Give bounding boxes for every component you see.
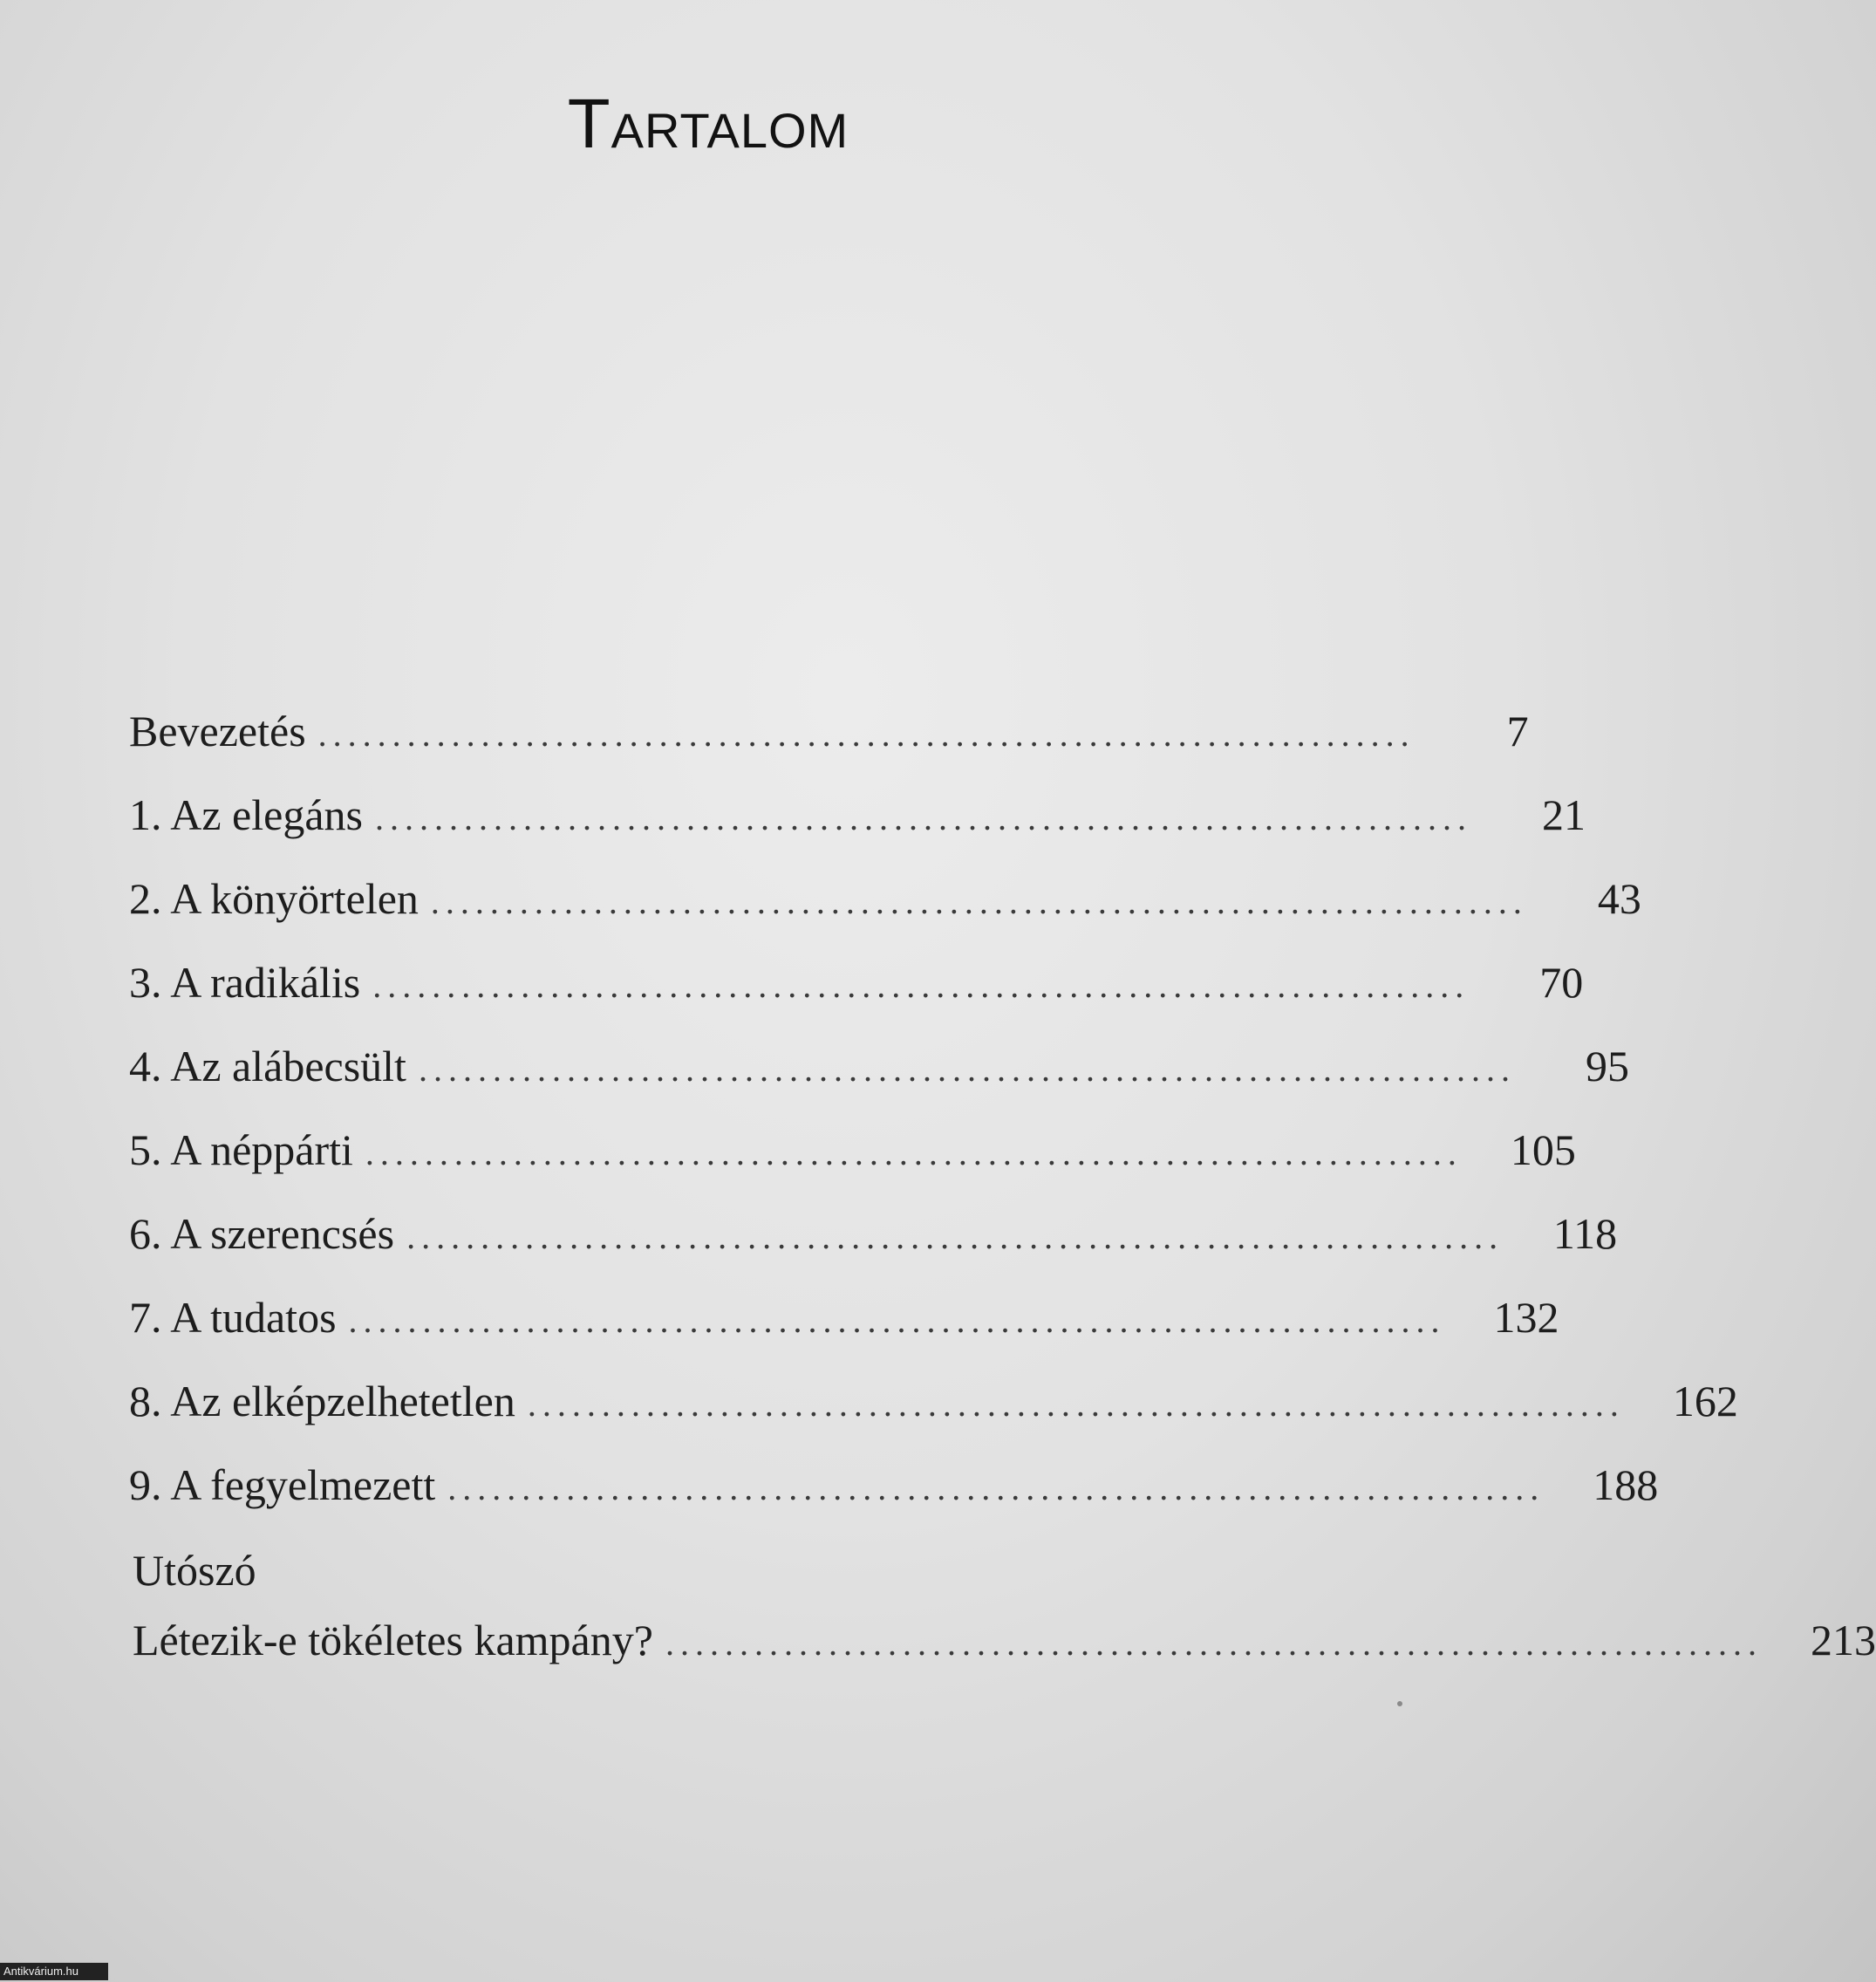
toc-entry-page-number: 118 <box>1552 1209 1618 1258</box>
toc-entry-label: 1. Az elegáns <box>129 790 363 839</box>
toc-entry-chapter-5 <box>129 1108 1576 1192</box>
toc-entry-chapter-6 <box>129 1192 1618 1275</box>
toc-entry-chapter-1 <box>129 773 1586 857</box>
toc-entry-page-number: 162 <box>1672 1377 1738 1425</box>
dot-leader: .......................................................................... <box>317 714 1416 754</box>
dot-leader: .......................................................................... <box>527 1384 1625 1424</box>
toc-entry-introduction <box>129 689 1529 773</box>
toc-entry-page-number: 188 <box>1593 1460 1659 1509</box>
toc-entry-page-number: 43 <box>1597 874 1641 923</box>
toc-entry-label: 2. A könyörtelen <box>129 874 419 923</box>
toc-entry-label: 8. Az elképzelhetetlen <box>129 1377 515 1425</box>
toc-entry-page-number: 95 <box>1585 1042 1629 1090</box>
dot-leader: .......................................................................... <box>430 882 1528 921</box>
toc-entry-chapter-7 <box>129 1275 1559 1359</box>
dot-leader: .......................................................................... <box>365 1133 1463 1172</box>
toc-entry-label: 5. A néppárti <box>129 1125 353 1174</box>
toc-entry-chapter-2 <box>129 857 1641 940</box>
toc-entry-afterword <box>129 1598 1876 1682</box>
page-title: Tartalom <box>567 85 849 162</box>
dot-leader: .......................................................................... <box>665 1623 1763 1663</box>
paper-speck <box>1397 1701 1402 1706</box>
toc-entry-label: 4. Az alábecsült <box>129 1042 406 1090</box>
toc-entry-chapter-3 <box>129 940 1584 1024</box>
toc-entry-page-number: 70 <box>1539 958 1584 1007</box>
table-of-contents <box>129 689 1876 1682</box>
dot-leader: .......................................................................... <box>374 798 1472 837</box>
dot-leader: .......................................................................... <box>348 1301 1446 1340</box>
toc-entry-label: 9. A fegyelmezett <box>129 1460 436 1509</box>
toc-entry-chapter-8 <box>129 1359 1738 1443</box>
toc-entry-label: 3. A radikális <box>129 958 361 1007</box>
toc-entry-page-number: 213 <box>1810 1616 1876 1664</box>
toc-entry-page-number: 132 <box>1493 1293 1559 1342</box>
toc-entry-label: Bevezetés <box>129 707 306 755</box>
watermark: Antikvárium.hu <box>0 1963 108 1980</box>
afterword-heading: Utószó <box>133 1546 256 1595</box>
dot-leader: .......................................................................... <box>372 966 1470 1005</box>
toc-entry-page-number: 21 <box>1541 790 1586 839</box>
toc-entry-page-number: 7 <box>1506 707 1529 755</box>
toc-entry-label: Létezik-e tökéletes kampány? <box>133 1616 653 1664</box>
toc-entry-label: 7. A tudatos <box>129 1293 337 1342</box>
dot-leader: .......................................................................... <box>406 1217 1504 1256</box>
dot-leader: .......................................................................... <box>447 1468 1545 1507</box>
dot-leader: .......................................................................... <box>418 1049 1516 1089</box>
toc-entry-chapter-4 <box>129 1024 1629 1108</box>
toc-entry-chapter-9 <box>129 1443 1659 1527</box>
toc-entry-label: 6. A szerencsés <box>129 1209 395 1258</box>
toc-entry-page-number: 105 <box>1510 1125 1576 1174</box>
